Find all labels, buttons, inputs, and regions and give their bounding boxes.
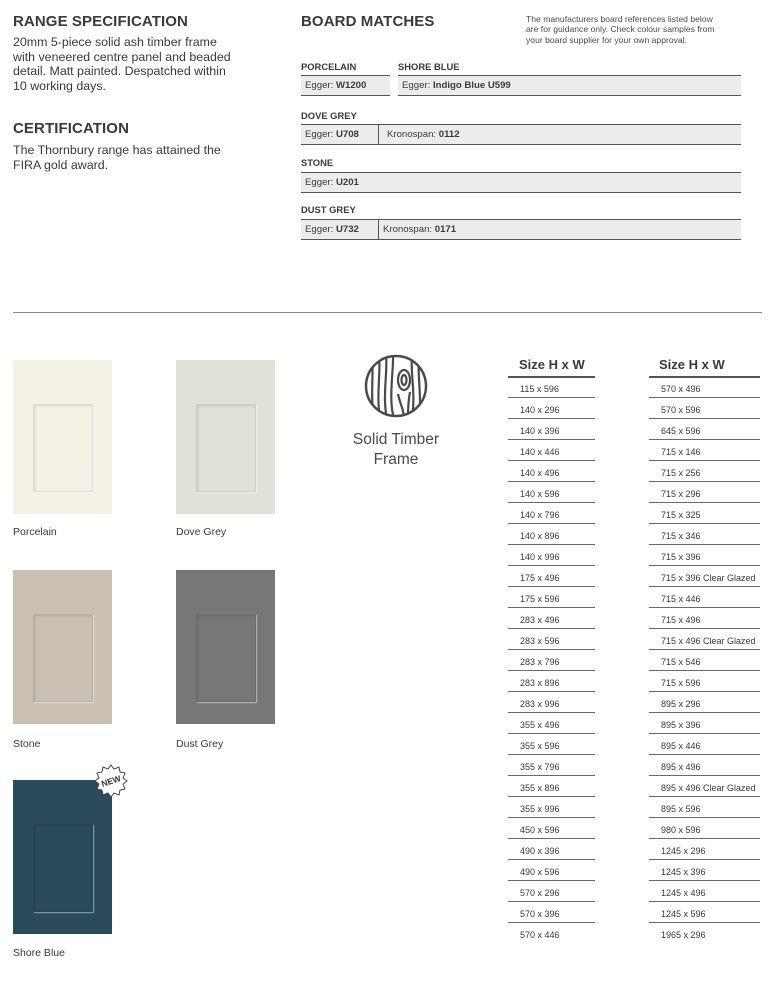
note-line: are for guidance only. Check colour samples from xyxy=(526,24,715,35)
size-row: 715 x 396 Clear Glazed xyxy=(649,566,760,587)
size-row: 715 x 596 xyxy=(649,671,760,692)
porcelain-label: PORCELAIN xyxy=(301,61,357,72)
size-row: 450 x 596 xyxy=(508,818,595,839)
badge-line: Solid Timber xyxy=(352,431,440,448)
dust-grey-egger-cell: Egger: U732 xyxy=(301,220,379,239)
certification-line: The Thornbury range has attained the xyxy=(13,143,221,157)
size-row: 355 x 896 xyxy=(508,776,595,797)
swatch-label-dust-grey: Dust Grey xyxy=(176,738,224,750)
size-row: 715 x 546 xyxy=(649,650,760,671)
size-row: 715 x 496 xyxy=(649,608,760,629)
size-row: 895 x 446 xyxy=(649,734,760,755)
size-row: 1965 x 296 xyxy=(661,930,706,940)
size-row: 140 x 446 xyxy=(508,440,595,461)
section-divider xyxy=(13,312,762,313)
size-row: 715 x 146 xyxy=(649,440,760,461)
door-panel xyxy=(33,824,93,912)
size-row: 645 x 596 xyxy=(649,419,760,440)
size-row: 895 x 396 xyxy=(649,713,760,734)
shore-blue-board-row xyxy=(398,75,741,96)
range-spec-heading: RANGE SPECIFICATION xyxy=(13,13,188,30)
size-row: 715 x 496 Clear Glazed xyxy=(649,629,760,650)
dove-grey-kronospan-cell: Kronospan: 0112 xyxy=(387,129,460,140)
door-panel xyxy=(33,614,93,702)
sizes-heading-col1: Size H x W xyxy=(519,357,585,372)
size-row: 715 x 256 xyxy=(649,461,760,482)
new-badge-icon xyxy=(94,764,128,798)
size-row: 355 x 996 xyxy=(508,797,595,818)
stone-board-row xyxy=(301,172,741,193)
new-badge-text: NEW xyxy=(100,773,122,789)
size-row: 570 x 596 xyxy=(649,398,760,419)
size-row: 140 x 296 xyxy=(508,398,595,419)
size-row: 895 x 296 xyxy=(649,692,760,713)
dove-grey-egger-cell: Egger: U708 xyxy=(301,125,379,144)
size-row: 355 x 496 xyxy=(508,713,595,734)
size-row: 570 x 296 xyxy=(508,881,595,902)
door-swatch-shore-blue[interactable] xyxy=(13,780,112,934)
size-row: 140 x 896 xyxy=(508,524,595,545)
size-row: 355 x 596 xyxy=(508,734,595,755)
note-line: The manufacturers board references listed below xyxy=(526,14,713,24)
range-spec-line: detail. Matt painted. Despatched within xyxy=(13,64,226,79)
range-spec-line: with veneered centre panel and beaded xyxy=(13,49,231,64)
size-row: 715 x 396 xyxy=(649,545,760,566)
size-row: 283 x 896 xyxy=(508,671,595,692)
board-matches-heading: BOARD MATCHES xyxy=(301,13,435,30)
size-row: 1245 x 296 xyxy=(649,839,760,860)
door-swatch-stone[interactable] xyxy=(13,570,112,724)
stone-egger-cell: Egger: U201 xyxy=(305,177,359,188)
size-row: 355 x 796 xyxy=(508,755,595,776)
door-panel xyxy=(196,404,256,492)
size-row: 490 x 596 xyxy=(508,860,595,881)
size-row: 1245 x 396 xyxy=(649,860,760,881)
size-row: 1245 x 496 xyxy=(649,881,760,902)
wood-grain-icon xyxy=(364,354,428,418)
swatch-label-stone: Stone xyxy=(13,738,41,750)
dove-grey-board-row xyxy=(301,124,741,145)
size-row: 895 x 496 xyxy=(649,755,760,776)
certification-heading: CERTIFICATION xyxy=(13,120,130,137)
solid-timber-label xyxy=(336,430,456,470)
size-row: 140 x 496 xyxy=(508,461,595,482)
shore-blue-label: SHORE BLUE xyxy=(398,61,460,72)
dust-grey-kronospan-cell: Kronospan: 0171 xyxy=(383,224,457,235)
swatch-label-dove-grey: Dove Grey xyxy=(176,526,227,538)
swatch-label-shore-blue: Shore Blue xyxy=(13,947,65,959)
certification-line: FIRA gold award. xyxy=(13,157,109,172)
size-row: 570 x 396 xyxy=(508,902,595,923)
size-row: 175 x 596 xyxy=(508,587,595,608)
size-row: 715 x 446 xyxy=(649,587,760,608)
note-line: your board supplier for your own approval. xyxy=(526,34,687,45)
porcelain-egger-cell: Egger: W1200 xyxy=(305,80,367,91)
size-row: 283 x 496 xyxy=(508,608,595,629)
size-row: 1245 x 596 xyxy=(649,902,760,923)
size-row: 283 x 596 xyxy=(508,629,595,650)
size-row: 115 x 596 xyxy=(508,377,595,398)
size-row: 140 x 796 xyxy=(508,503,595,524)
swatch-label-porcelain: Porcelain xyxy=(13,526,57,538)
sizes-heading-col2: Size H x W xyxy=(659,357,725,372)
sizes-column-2 xyxy=(649,377,760,944)
size-row: 570 x 446 xyxy=(520,930,560,940)
size-row: 283 x 796 xyxy=(508,650,595,671)
size-row: 283 x 996 xyxy=(508,692,595,713)
size-row: 980 x 596 xyxy=(649,818,760,839)
size-row: 570 x 496 xyxy=(649,377,760,398)
range-spec-line: 20mm 5-piece solid ash timber frame xyxy=(13,35,217,49)
door-panel xyxy=(33,404,93,492)
range-spec-text xyxy=(13,35,231,93)
badge-line: Frame xyxy=(373,451,419,468)
dust-grey-board-row xyxy=(301,219,741,240)
size-row: 715 x 325 xyxy=(649,503,760,524)
shore-blue-egger-cell: Egger: Indigo Blue U599 xyxy=(402,80,511,91)
door-panel xyxy=(196,614,256,702)
size-row: 140 x 996 xyxy=(508,545,595,566)
size-row: 715 x 346 xyxy=(649,524,760,545)
size-row: 715 x 296 xyxy=(649,482,760,503)
size-row: 490 x 396 xyxy=(508,839,595,860)
size-row: 895 x 496 Clear Glazed xyxy=(649,776,760,797)
dove-grey-label: DOVE GREY xyxy=(301,110,357,121)
board-matches-note xyxy=(526,14,715,45)
sizes-column-1 xyxy=(508,377,595,944)
size-row: 175 x 496 xyxy=(508,566,595,587)
certification-text xyxy=(13,143,221,172)
stone-label: STONE xyxy=(301,157,334,168)
size-row: 895 x 596 xyxy=(649,797,760,818)
range-spec-line: 10 working days. xyxy=(13,78,106,93)
porcelain-board-row xyxy=(301,75,390,96)
door-swatch-dove-grey[interactable] xyxy=(176,360,275,514)
size-row: 140 x 396 xyxy=(508,419,595,440)
door-swatch-porcelain[interactable] xyxy=(13,360,112,514)
dust-grey-label: DUST GREY xyxy=(301,204,356,215)
door-swatch-dust-grey[interactable] xyxy=(176,570,275,724)
size-row: 140 x 596 xyxy=(508,482,595,503)
